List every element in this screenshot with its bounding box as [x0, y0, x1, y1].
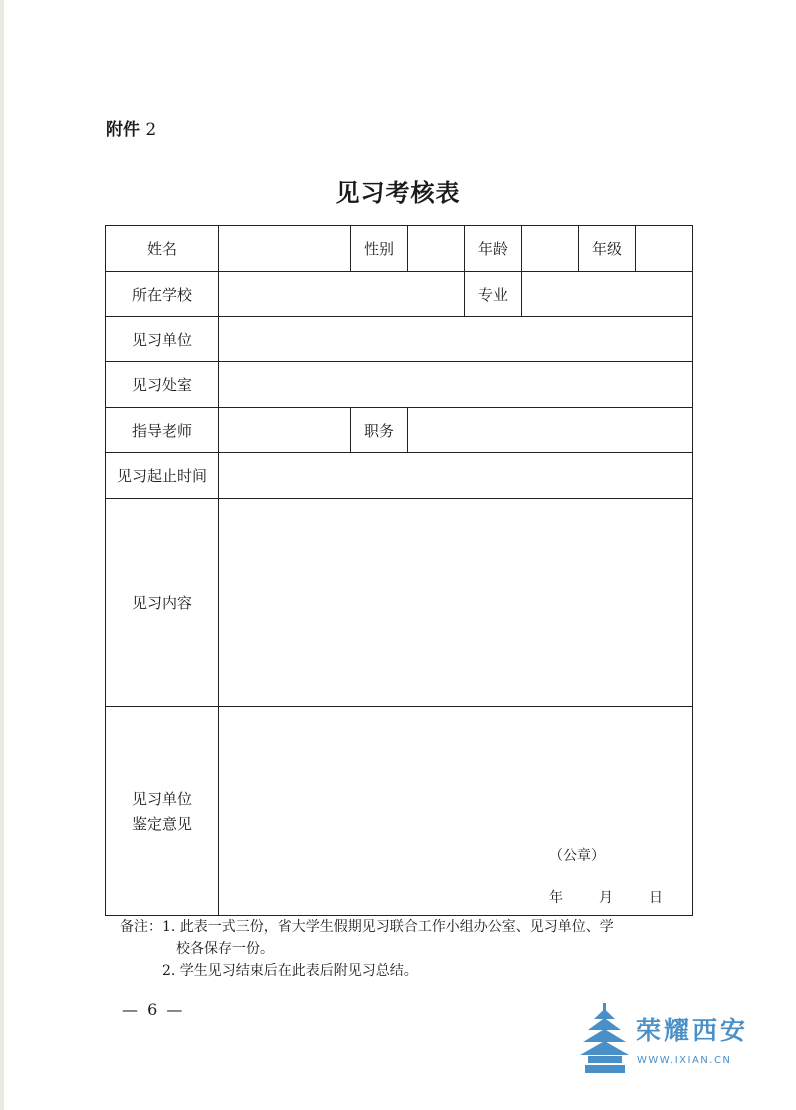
attachment-label: 附件 2	[106, 120, 157, 140]
grade-field[interactable]	[636, 226, 693, 272]
page-number: — 6 —	[122, 1000, 185, 1019]
site-logo	[580, 1003, 780, 1075]
position-label: 职务	[351, 408, 408, 453]
unit-label: 见习单位	[106, 317, 219, 362]
age-field[interactable]	[522, 226, 579, 272]
notes	[120, 916, 614, 982]
grade-label: 年级	[579, 226, 636, 272]
office-field[interactable]	[219, 362, 693, 408]
notes-prefix: 备注：	[120, 919, 162, 935]
major-label: 专业	[465, 272, 522, 317]
name-label: 姓名	[106, 226, 219, 272]
mentor-field[interactable]	[219, 408, 351, 453]
gender-label: 性别	[351, 226, 408, 272]
seal-label: （公章）	[549, 848, 605, 864]
opinion-label-line-1: 见习单位	[131, 790, 192, 808]
gender-field[interactable]	[408, 226, 465, 272]
tower-icon	[580, 1003, 630, 1075]
position-field[interactable]	[408, 408, 693, 453]
logo-name: 荣耀西安	[636, 1016, 749, 1045]
date-month: 月	[599, 890, 613, 906]
note-item-2: 2. 学生见习结束后在此表后附见习总结。	[162, 963, 418, 979]
unit-field[interactable]	[219, 317, 693, 362]
period-field[interactable]	[219, 453, 693, 499]
content-field[interactable]	[219, 499, 693, 707]
mentor-label: 指导老师	[106, 408, 219, 453]
school-field[interactable]	[219, 272, 465, 317]
assessment-form	[105, 225, 693, 916]
page-title: 见习考核表	[335, 179, 461, 207]
logo-url: WWW.IXIAN.CN	[637, 1055, 732, 1066]
age-label: 年龄	[465, 226, 522, 272]
opinion-label-line-2: 鉴定意见	[131, 815, 192, 833]
content-label: 见习内容	[106, 499, 219, 707]
date-day: 日	[649, 890, 663, 906]
note-item-1-cont: 校各保存一份。	[176, 941, 274, 957]
period-label: 见习起止时间	[106, 453, 219, 499]
date-line	[549, 887, 663, 907]
date-year: 年	[549, 890, 563, 906]
page-edge	[0, 0, 4, 1110]
name-field[interactable]	[219, 226, 351, 272]
opinion-label	[106, 707, 219, 916]
opinion-field[interactable]	[219, 707, 693, 916]
office-label: 见习处室	[106, 362, 219, 408]
major-field[interactable]	[522, 272, 693, 317]
school-label: 所在学校	[106, 272, 219, 317]
note-item-1: 1. 此表一式三份，省大学生假期见习联合工作小组办公室、见习单位、学	[162, 919, 614, 935]
